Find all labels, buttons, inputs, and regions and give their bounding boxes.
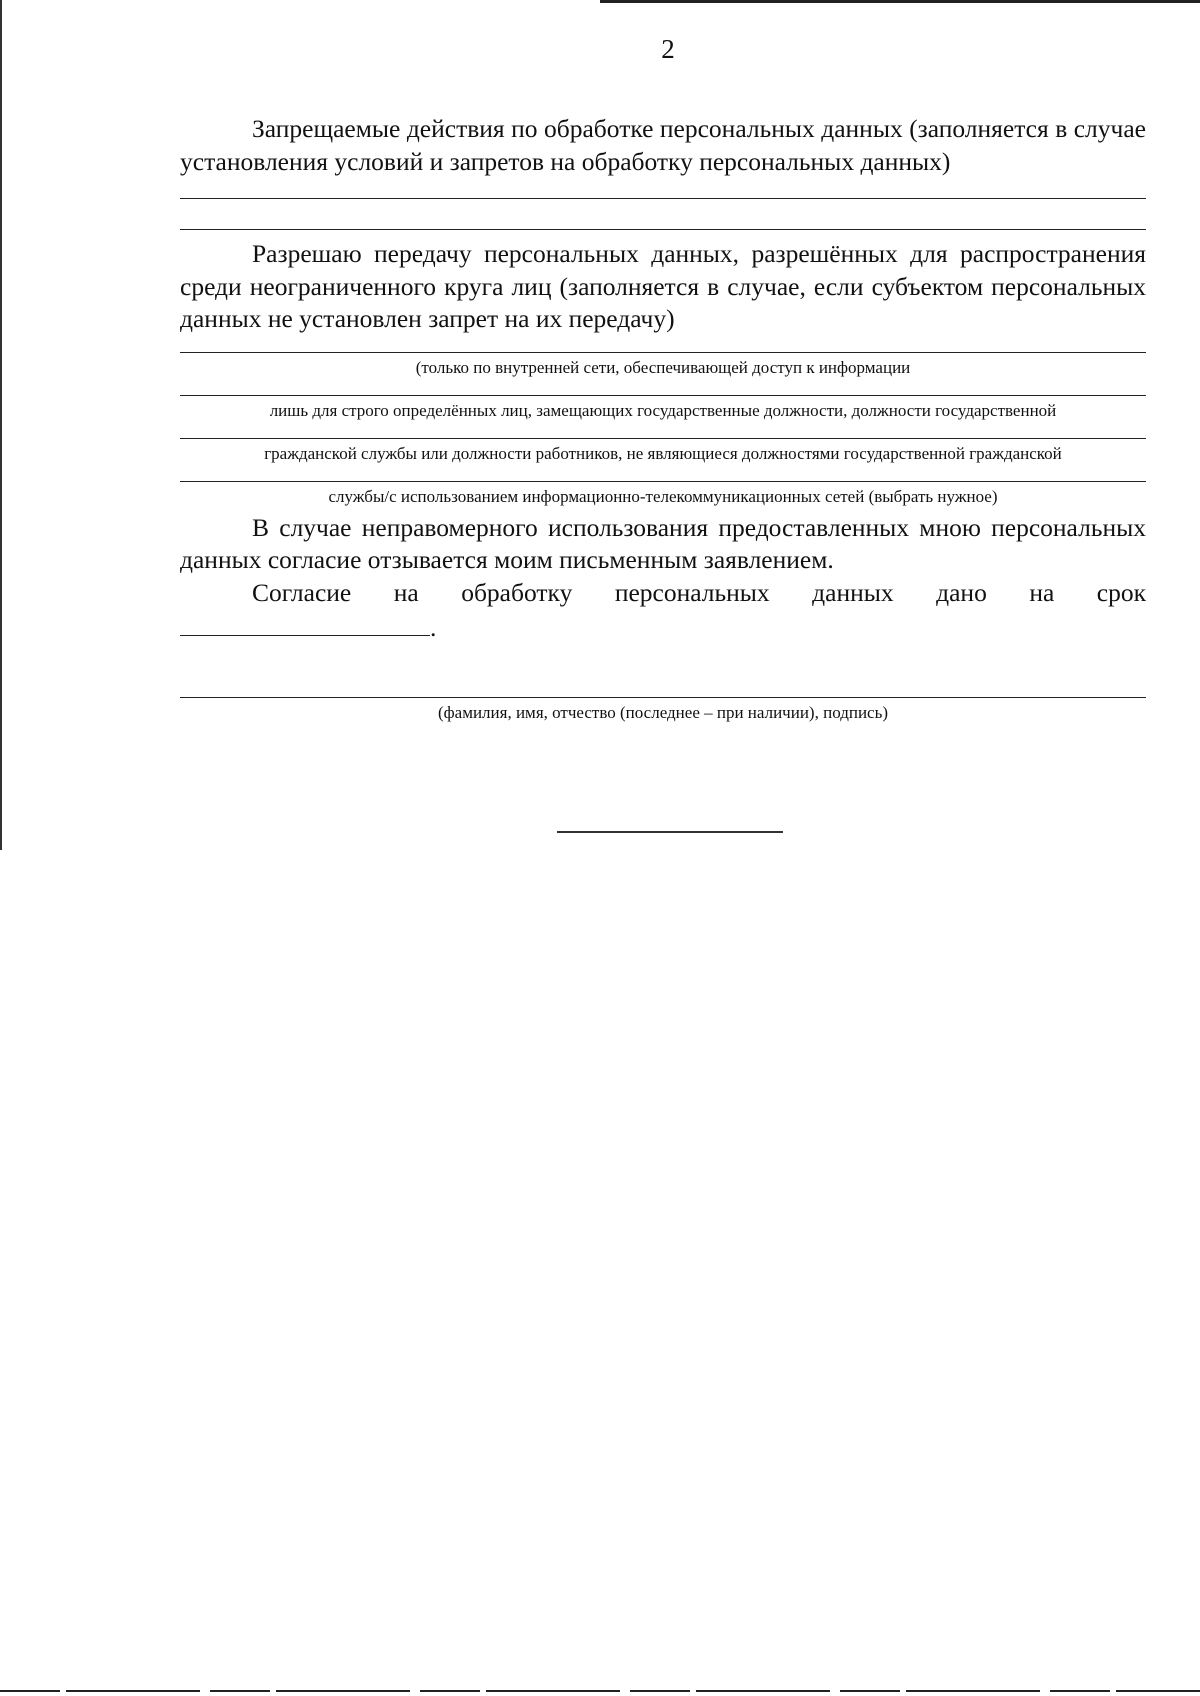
transfer-method-blank-1[interactable]	[180, 352, 1146, 353]
consent-term-paragraph: Согласие на обработку персональных данных дано на срок	[252, 577, 1146, 607]
transfer-caption-3: гражданской службы или должности работников, не являющиеся должностями государственной гражданской	[264, 443, 1062, 463]
prohibited-actions-blank-1[interactable]	[180, 198, 1146, 199]
transfer-method-blank-4[interactable]	[180, 481, 1146, 482]
page-number: 2	[661, 34, 675, 64]
signature-blank[interactable]	[180, 697, 1146, 698]
transfer-caption-2: лишь для строго определённых лиц, замещающих государственные должности, должности государственной	[269, 400, 1057, 420]
consent-term-line	[180, 609, 1146, 643]
transfer-caption-1: (только по внутренней сети, обеспечивающей доступ к информации	[415, 357, 911, 377]
prohibited-actions-heading: Запрещаемые действия по обработке персональных данных (заполняется в случае установления условий и запретов на обработку персональных данных)	[180, 114, 1146, 176]
scan-top-rule	[600, 0, 1200, 3]
transfer-method-blank-2[interactable]	[180, 395, 1146, 396]
permission-transfer-paragraph: Разрешаю передачу персональных данных, разрешённых для распространения среди неограниченного круга лиц (заполняется в случае, если субъектом персональных данных не установлен запрет на их передачу)	[180, 239, 1146, 333]
prohibited-actions-blank-2[interactable]	[180, 229, 1146, 230]
transfer-caption-4: службы/с использованием информационно-телекоммуникационных сетей (выбрать нужное)	[328, 486, 998, 506]
end-of-form-rule	[557, 831, 783, 833]
form-content	[180, 113, 1146, 724]
revocation-paragraph: В случае неправомерного использования предоставленных мною персональных данных согласие отзывается моим письменным заявлением.	[180, 512, 1146, 574]
consent-term-blank[interactable]	[180, 609, 430, 636]
consent-term-period: .	[430, 613, 437, 642]
scan-bottom-rule	[0, 1690, 1200, 1692]
scan-left-edge	[0, 0, 2, 850]
signature-caption: (фамилия, имя, отчество (последнее – при наличии), подпись)	[437, 703, 889, 722]
transfer-method-blank-3[interactable]	[180, 438, 1146, 439]
